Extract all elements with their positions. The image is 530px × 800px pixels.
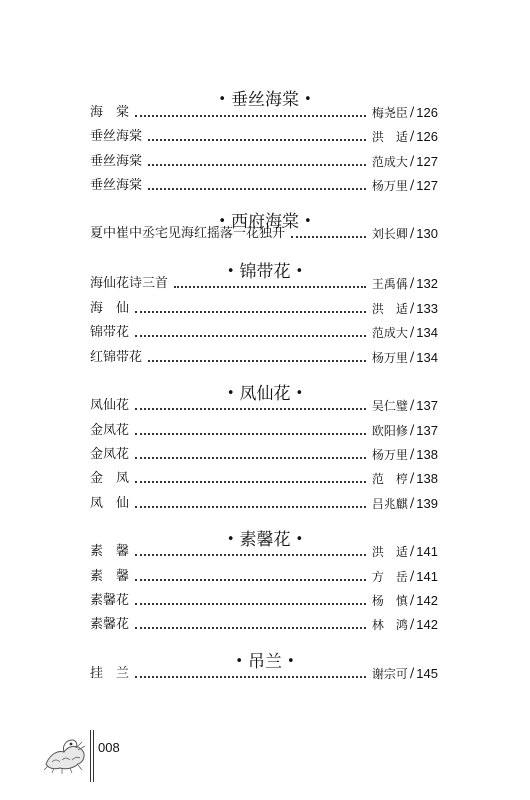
separator: / xyxy=(409,666,415,681)
entry-title: 挂 兰 xyxy=(90,666,130,681)
separator: / xyxy=(409,325,415,340)
separator: / xyxy=(409,301,415,316)
entry-author: 范成大 xyxy=(371,155,408,169)
entry-title: 垂丝海棠 xyxy=(90,178,143,193)
toc-entry[interactable] xyxy=(90,321,438,345)
entry-page-number: 134 xyxy=(416,350,438,365)
toc-entry[interactable] xyxy=(90,492,438,516)
entry-author: 杨万里 xyxy=(371,179,408,193)
dot-leader xyxy=(135,579,366,581)
bullet-icon: • xyxy=(304,92,312,107)
dot-leader xyxy=(148,188,366,190)
separator: / xyxy=(409,178,415,193)
bullet-icon: • xyxy=(287,654,295,669)
entry-author: 洪 适 xyxy=(371,130,408,144)
entry-title: 凤仙花 xyxy=(90,398,130,413)
entry-page-number: 139 xyxy=(416,496,438,511)
toc-entry[interactable] xyxy=(90,419,438,443)
entry-page-number: 141 xyxy=(416,544,438,559)
entry-author: 谢宗可 xyxy=(371,667,408,681)
dot-leader xyxy=(135,627,366,629)
entry-page-number: 145 xyxy=(416,666,438,681)
toc-entry[interactable] xyxy=(90,540,438,564)
entry-page-number: 126 xyxy=(416,129,438,144)
section-title-text: 素馨花 xyxy=(239,530,291,550)
separator: / xyxy=(409,471,415,486)
dot-leader xyxy=(135,311,366,313)
entry-page-number: 138 xyxy=(416,471,438,486)
toc-entry[interactable] xyxy=(90,589,438,613)
bullet-icon: • xyxy=(226,264,235,279)
entry-author: 林 鸿 xyxy=(371,618,408,632)
section-title-text: 锦带花 xyxy=(239,262,291,282)
separator: / xyxy=(409,350,415,365)
dot-leader xyxy=(148,139,366,141)
bullet-icon: • xyxy=(218,92,226,107)
dot-leader xyxy=(135,433,366,435)
footer-rule-left xyxy=(90,730,91,782)
entry-author: 梅尧臣 xyxy=(371,106,408,120)
entry-author: 杨万里 xyxy=(371,351,408,365)
separator: / xyxy=(409,226,415,241)
toc-entry[interactable] xyxy=(90,174,438,198)
toc-entry[interactable] xyxy=(90,297,438,321)
entry-page-number: 137 xyxy=(416,398,438,413)
entry-title: 凤 仙 xyxy=(90,496,130,511)
entry-page-number: 142 xyxy=(416,617,438,632)
footer-rule-right xyxy=(93,730,94,782)
entry-title: 素 馨 xyxy=(90,544,130,559)
dot-leader xyxy=(135,676,366,678)
toc-entry[interactable] xyxy=(90,101,438,125)
entry-author: 方 岳 xyxy=(371,570,408,584)
entry-page-number: 127 xyxy=(416,178,438,193)
bullet-icon: • xyxy=(226,386,235,401)
dot-leader xyxy=(148,360,366,362)
toc-entry[interactable] xyxy=(90,662,438,686)
entry-title: 垂丝海棠 xyxy=(90,129,143,144)
section-title-text: 西府海棠 xyxy=(231,212,299,232)
entry-page-number: 127 xyxy=(416,154,438,169)
entry-author: 杨 慎 xyxy=(371,594,408,608)
entry-page-number: 134 xyxy=(416,325,438,340)
separator: / xyxy=(409,617,415,632)
entry-author: 吕兆麒 xyxy=(371,497,408,511)
separator: / xyxy=(409,398,415,413)
entry-page-number: 142 xyxy=(416,593,438,608)
dot-leader xyxy=(135,554,366,556)
bullet-icon: • xyxy=(304,214,312,229)
dot-leader xyxy=(135,335,366,337)
section-title-text: 垂丝海棠 xyxy=(231,90,299,110)
entry-author: 王禹偁 xyxy=(371,277,408,291)
entry-page-number: 132 xyxy=(416,276,438,291)
entry-title: 夏中崔中丞宅见海红摇落一花独开 xyxy=(90,226,286,241)
entry-author: 洪 适 xyxy=(371,302,408,316)
entry-author: 洪 适 xyxy=(371,545,408,559)
separator: / xyxy=(409,105,415,120)
bullet-icon: • xyxy=(295,264,304,279)
separator: / xyxy=(409,544,415,559)
toc-entry[interactable] xyxy=(90,125,438,149)
entry-title: 海 棠 xyxy=(90,105,130,120)
toc-entry[interactable] xyxy=(90,272,438,296)
toc-entry[interactable] xyxy=(90,467,438,491)
toc-entry[interactable] xyxy=(90,443,438,467)
entry-title: 金 凤 xyxy=(90,471,130,486)
dot-leader xyxy=(174,286,366,288)
dot-leader xyxy=(291,236,366,238)
separator: / xyxy=(409,593,415,608)
entry-title: 素馨花 xyxy=(90,593,130,608)
toc-entry[interactable] xyxy=(90,394,438,418)
entry-title: 金凤花 xyxy=(90,447,130,462)
entry-title: 素 馨 xyxy=(90,569,130,584)
entry-page-number: 130 xyxy=(416,226,438,241)
entry-author: 刘长卿 xyxy=(371,227,408,241)
separator: / xyxy=(409,129,415,144)
bullet-icon: • xyxy=(295,532,304,547)
entry-author: 欧阳修 xyxy=(371,424,408,438)
separator: / xyxy=(409,569,415,584)
entry-title: 海仙花诗三首 xyxy=(90,276,169,291)
entry-author: 范 梈 xyxy=(371,472,408,486)
toc-entry[interactable] xyxy=(90,346,438,370)
entry-author: 范成大 xyxy=(371,326,408,340)
entry-title: 垂丝海棠 xyxy=(90,154,143,169)
entry-page-number: 126 xyxy=(416,105,438,120)
separator: / xyxy=(409,447,415,462)
toc-entry[interactable] xyxy=(90,565,438,589)
dot-leader xyxy=(148,164,366,166)
dot-leader xyxy=(135,603,366,605)
entry-page-number: 133 xyxy=(416,301,438,316)
entry-title: 海 仙 xyxy=(90,301,130,316)
toc-entry[interactable] xyxy=(90,613,438,637)
dot-leader xyxy=(135,481,366,483)
toc-entry[interactable] xyxy=(90,150,438,174)
page-number: 008 xyxy=(98,740,120,755)
bullet-icon: • xyxy=(218,214,226,229)
entry-page-number: 138 xyxy=(416,447,438,462)
dot-leader xyxy=(135,408,366,410)
section-title-text: 吊兰 xyxy=(248,652,282,672)
entry-title: 锦带花 xyxy=(90,325,130,340)
entry-title: 金凤花 xyxy=(90,423,130,438)
bullet-icon: • xyxy=(226,532,235,547)
entry-title: 红锦带花 xyxy=(90,350,143,365)
entry-title: 素馨花 xyxy=(90,617,130,632)
bullet-icon: • xyxy=(235,654,243,669)
entry-page-number: 141 xyxy=(416,569,438,584)
section-title-text: 凤仙花 xyxy=(239,384,291,404)
entry-page-number: 137 xyxy=(416,423,438,438)
dot-leader xyxy=(135,457,366,459)
entry-author: 吴仁璧 xyxy=(371,399,408,413)
dragon-ornament-icon xyxy=(40,726,92,778)
separator: / xyxy=(409,154,415,169)
bullet-icon: • xyxy=(295,386,304,401)
separator: / xyxy=(409,423,415,438)
dot-leader xyxy=(135,506,366,508)
separator: / xyxy=(409,276,415,291)
dot-leader xyxy=(135,115,366,117)
page-footer xyxy=(0,726,530,786)
separator: / xyxy=(409,496,415,511)
toc-entry[interactable] xyxy=(90,222,438,246)
entry-author: 杨万里 xyxy=(371,448,408,462)
